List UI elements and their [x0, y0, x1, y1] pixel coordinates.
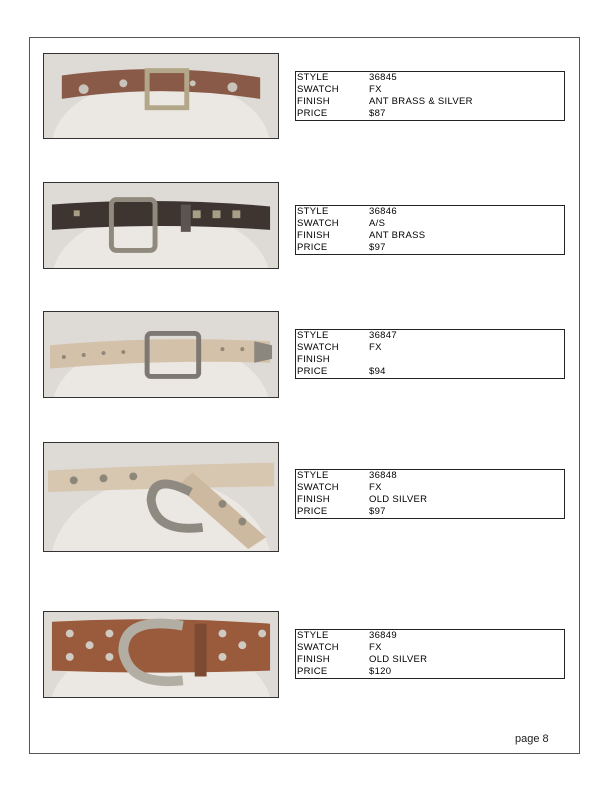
- price-label: PRICE: [297, 366, 328, 377]
- spec-box-2: [295, 205, 565, 255]
- style-value: 36848: [369, 470, 397, 481]
- finish-value: OLD SILVER: [369, 494, 428, 505]
- price-label: PRICE: [297, 506, 328, 517]
- style-label: STYLE: [297, 72, 329, 83]
- belt-photo-36845: [43, 53, 279, 139]
- style-label: STYLE: [297, 630, 329, 641]
- swatch-value: FX: [369, 84, 382, 95]
- belt-photo-36846: [43, 182, 279, 269]
- swatch-value: FX: [369, 482, 382, 493]
- finish-label: FINISH: [297, 96, 330, 107]
- page-number: page 8: [515, 733, 549, 745]
- finish-label: FINISH: [297, 654, 330, 665]
- belt-photo-36849: [43, 611, 279, 698]
- price-value: $97: [369, 506, 386, 517]
- swatch-value: FX: [369, 642, 382, 653]
- style-value: 36845: [369, 72, 397, 83]
- finish-label: FINISH: [297, 494, 330, 505]
- finish-label: FINISH: [297, 354, 330, 365]
- spec-box-5: [295, 629, 565, 679]
- price-label: PRICE: [297, 108, 328, 119]
- swatch-label: SWATCH: [297, 342, 339, 353]
- price-label: PRICE: [297, 242, 328, 253]
- style-value: 36846: [369, 206, 397, 217]
- spec-box-3: [295, 329, 565, 379]
- finish-value: ANT BRASS: [369, 230, 426, 241]
- swatch-label: SWATCH: [297, 84, 339, 95]
- swatch-value: A/S: [369, 218, 386, 229]
- belt-photo-36848: [43, 442, 279, 552]
- style-value: 36849: [369, 630, 397, 641]
- price-label: PRICE: [297, 666, 328, 677]
- price-value: $120: [369, 666, 392, 677]
- price-value: $87: [369, 108, 386, 119]
- finish-label: FINISH: [297, 230, 330, 241]
- swatch-label: SWATCH: [297, 482, 339, 493]
- spec-box-1: [295, 71, 565, 121]
- swatch-label: SWATCH: [297, 218, 339, 229]
- spec-box-4: [295, 469, 565, 519]
- style-label: STYLE: [297, 330, 329, 341]
- swatch-label: SWATCH: [297, 642, 339, 653]
- style-label: STYLE: [297, 470, 329, 481]
- price-value: $94: [369, 366, 386, 377]
- finish-value: ANT BRASS & SILVER: [369, 96, 473, 107]
- style-label: STYLE: [297, 206, 329, 217]
- belt-photo-36847: [43, 311, 279, 398]
- swatch-value: FX: [369, 342, 382, 353]
- price-value: $97: [369, 242, 386, 253]
- style-value: 36847: [369, 330, 397, 341]
- finish-value: OLD SILVER: [369, 654, 428, 665]
